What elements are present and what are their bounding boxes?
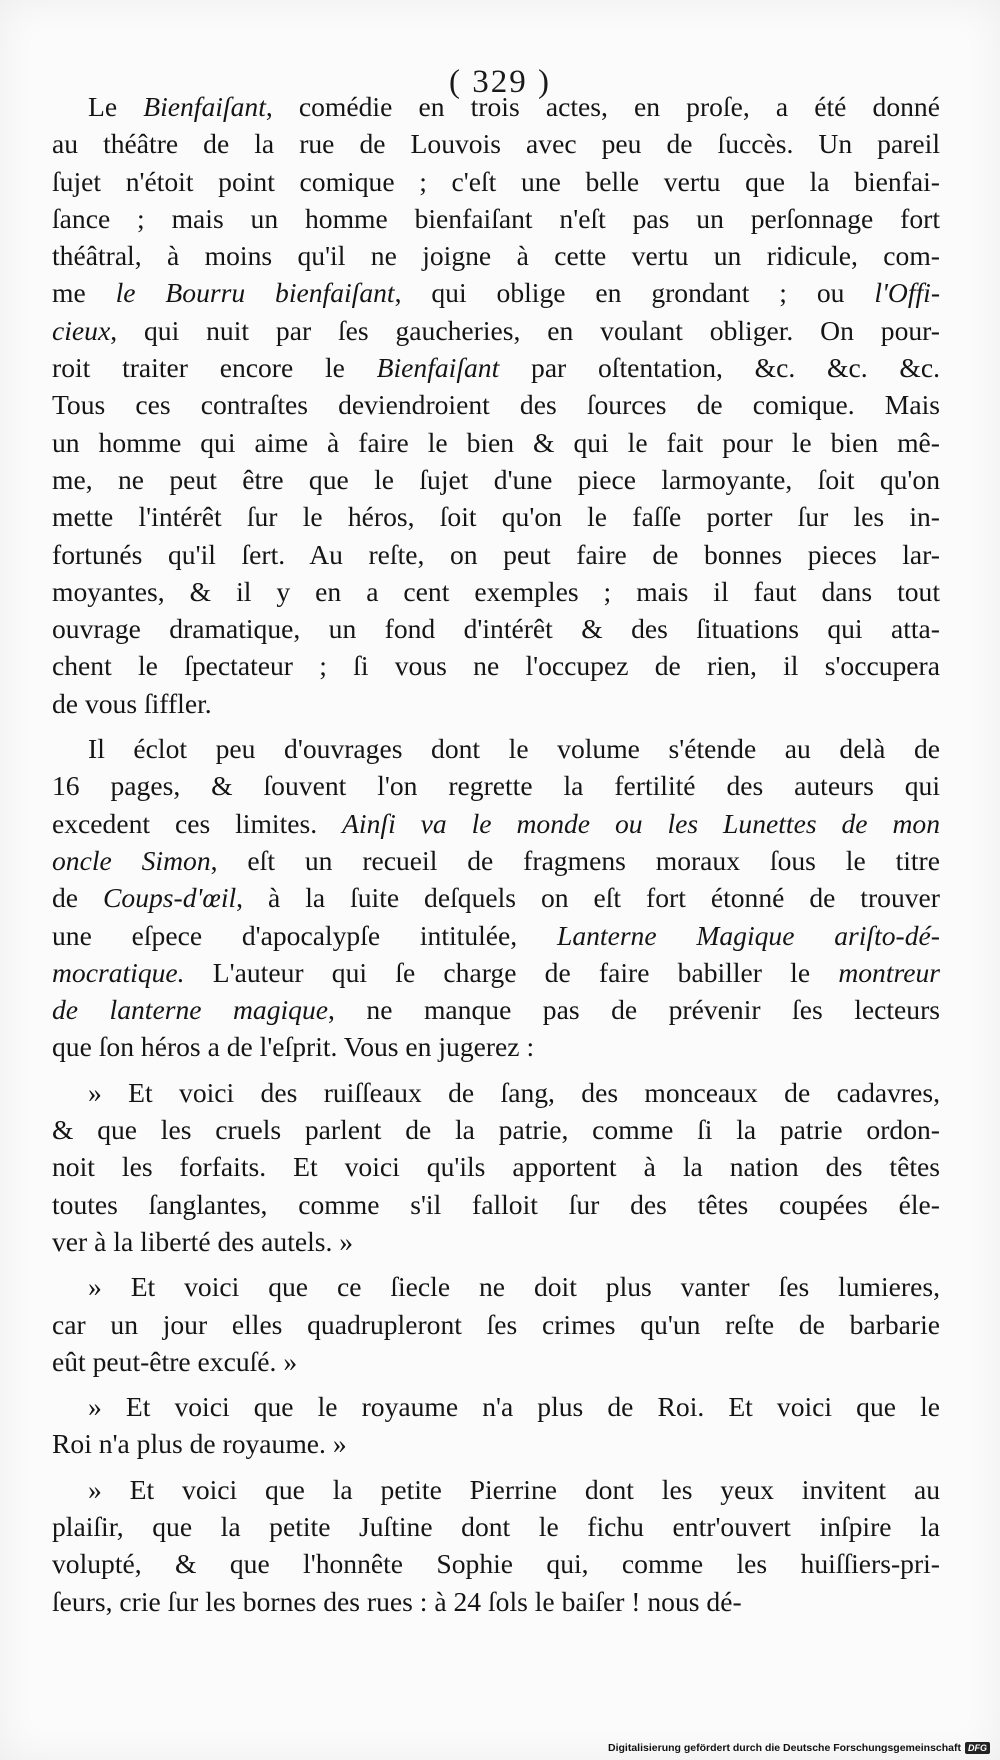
text-line: théâtral, à moins qu'il ne joigne à cette vertu un ridicule, com- [52,240,940,272]
paragraph [52,730,940,1066]
text-line: excedent ces limites. Ainſi va le monde ou les Lunettes de mon [52,807,940,839]
paragraph [52,1268,940,1380]
text-line: Tous ces contraſtes deviendroient des ſources de comique. Mais [52,389,940,421]
text-line: volupté, & que l'honnête Sophie qui, comme les huiſſiers-pri- [52,1548,940,1580]
text-line: » Et voici des ruiſſeaux de ſang, des monceaux de cadavres, [88,1076,940,1108]
text-line: 16 pages, & ſouvent l'on regrette la fertilité des auteurs qui [52,770,940,802]
text-line: mocratique. L'auteur qui ſe charge de faire babiller le montreur [52,956,940,988]
text-line: Le Bienfaiſant, comédie en trois actes, en proſe, a été donné [88,91,940,122]
text-line: oncle Simon, eſt un recueil de fragmens moraux ſous le titre [52,844,940,876]
text-line: » Et voici que la petite Pierrine dont les yeux invitent au [88,1473,940,1505]
text-line: de lanterne magique, ne manque pas de prévenir ſes lecteurs [52,994,941,1026]
text-line: car un jour elles quadrupleront ſes crimes qu'un reſte de barbarie [52,1308,940,1340]
text-line: mette l'intérêt ſur le héros, ſoit qu'on le faſſe porter ſur les in- [52,501,940,533]
text-line: Il éclot peu d'ouvrages dont le volume s'étende au delà de [88,733,940,765]
paragraph [52,88,940,722]
text-line: de vous ſiffler. [52,687,212,719]
text-line: plaiſir, que la petite Juſtine dont le fichu entr'ouvert inſpire la [52,1510,940,1542]
text-line: ouvrage dramatique, un fond d'intérêt & des ſituations qui atta- [52,613,940,645]
text-line: roit traiter encore le Bienfaiſant par oſtentation, &c. &c. &c. [52,352,940,384]
text-line: me le Bourru bienfaiſant, qui oblige en grondant ; ou l'Offi- [52,277,941,309]
text-line: une eſpece d'apocalypſe intitulée, Lanterne Magique ariſto-dé- [52,919,940,951]
digitization-credit [608,1742,990,1754]
text-line: Roi n'a plus de royaume. » [52,1428,347,1460]
text-line: eût peut-être excuſé. » [52,1345,298,1377]
text-line: ver à la liberté des autels. » [52,1225,354,1257]
text-line: de Coups-d'œil, à la ſuite deſquels on eſt fort étonné de trouver [52,882,940,914]
digitization-credit-text: Digitalisierung gefördert durch die Deutsche Forschungsgemeinschaft [608,1742,961,1754]
text-line: chent le ſpectateur ; ſi vous ne l'occupez de rien, il s'occupera [52,650,940,682]
paragraph [52,1471,940,1620]
text-line: » Et voici que ce ſiecle ne doit plus vanter ſes lumieres, [88,1271,940,1303]
text-line: ſeurs, crie ſur les bornes des rues : à 24 ſols le baiſer ! nous dé- [52,1585,742,1617]
text-line: au théâtre de la rue de Louvois avec peu de ſuccès. Un pareil [52,128,940,160]
text-line: cieux, qui nuit par ſes gaucheries, en voulant obliger. On pour- [52,314,940,346]
text-line: moyantes, & il y en a cent exemples ; mais il faut dans tout [52,575,940,607]
text-line: me, ne peut être que le ſujet d'une piece larmoyante, ſoit qu'on [52,463,940,495]
text-line: noit les forfaits. Et voici qu'ils apportent à la nation des têtes [52,1151,940,1183]
text-line: toutes ſanglantes, comme s'il falloit ſur des têtes coupées éle- [52,1188,940,1220]
text-line: ſance ; mais un homme bienfaiſant n'eſt pas un perſonnage fort [52,202,940,234]
body-text [52,88,940,1620]
text-line: que ſon héros a de l'eſprit. Vous en jugerez : [52,1031,535,1063]
text-line: fortunés qu'il ſert. Au reſte, on peut faire de bonnes pieces lar- [52,538,940,570]
text-line: » Et voici que le royaume n'a plus de Roi. Et voici que le [88,1391,940,1423]
paragraph [52,1074,940,1260]
text-line: un homme qui aime à faire le bien & qui le fait pour le bien mê- [52,426,940,458]
dfg-logo: DFG [965,1742,990,1754]
paragraph [52,1388,940,1463]
text-line: ſujet n'étoit point comique ; c'eſt une belle vertu que la bienfai- [52,165,940,197]
text-line: & que les cruels parlent de la patrie, comme ſi la patrie ordon- [52,1114,940,1146]
page-number: ( 329 ) [449,64,551,100]
